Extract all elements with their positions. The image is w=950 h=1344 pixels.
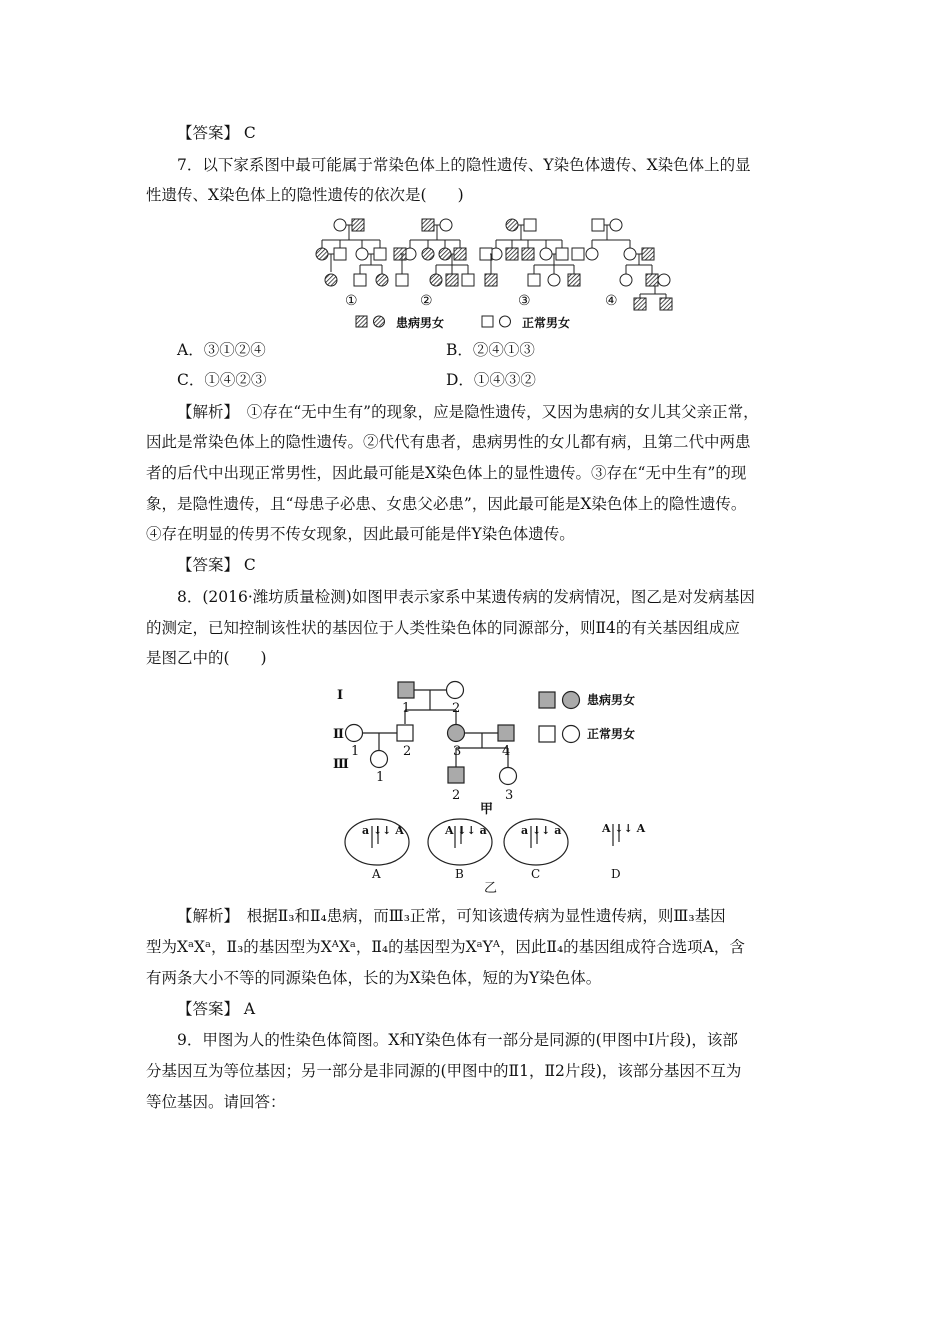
q8-caption-jia: 甲: [480, 802, 494, 817]
q9-stem-line-3: 等位基因。请回答：: [146, 1093, 286, 1111]
q8-num-iii3: 3: [505, 788, 514, 803]
q8-stem-line-3: 是图乙中的( ): [146, 649, 267, 667]
q8-cell-b-label: B: [455, 867, 464, 881]
q6-answer: 【答案】 C: [177, 124, 256, 142]
q8-num-i2: 2: [452, 701, 461, 716]
q8-cell-b-genes: A ↓↓ a: [445, 824, 487, 837]
q7-option-d: D．①④③②: [446, 371, 536, 389]
q7-stem-line-1: 7．以下家系图中最可能属于常染色体上的隐性遗传、Y染色体遗传、X染色体上的显: [177, 156, 751, 174]
q8-cell-c-genes: a ↓↓ a: [521, 824, 562, 837]
q8-legend-affected: 患病男女: [587, 693, 636, 707]
q8-num-ii2: 2: [403, 744, 412, 759]
q8-analysis-line-3: 有两条大小不等的同源染色体，长的为X染色体，短的为Y染色体。: [146, 969, 602, 987]
q7-option-c: C．①④②③: [177, 371, 267, 389]
q8-analysis-line-2: 型为XᵃXᵃ，Ⅱ₃的基因型为XᴬXᵃ，Ⅱ₄的基因型为XᵃYᴬ，因此Ⅱ₄的基因组成符合选项A，含: [146, 938, 745, 956]
q7-pedigree-figure: [300, 210, 680, 335]
q8-gen-label-ii: Ⅱ: [333, 727, 344, 742]
q8-cell-c-label: C: [531, 867, 541, 881]
q7-analysis-line-1: 【解析】 ①存在“无中生有”的现象，应是隐性遗传，又因为患病的女儿其父亲正常，: [177, 403, 759, 421]
q7-pedigree-label-3: ③: [518, 293, 531, 309]
q8-cell-d-genes: A ↓↓ A: [602, 822, 646, 835]
q8-num-ii4: 4: [502, 744, 511, 759]
q7-analysis-line-3: 者的后代中出现正常男性，因此最可能是X染色体上的显性遗传。③存在“无中生有”的现: [146, 464, 747, 482]
q8-num-iii1: 1: [376, 770, 385, 785]
q8-legend-normal: 正常男女: [587, 727, 636, 741]
q8-gen-label-iii: Ⅲ: [333, 757, 349, 772]
q8-stem-line-2: 的测定，已知控制该性状的基因位于人类性染色体的同源部分，则Ⅱ4的有关基因组成应: [146, 619, 740, 637]
q7-analysis-line-4: 象，是隐性遗传，且“母患子必患、女患父必患”，因此最可能是X染色体上的隐性遗传。: [146, 495, 747, 513]
q7-legend-affected: 患病男女: [396, 316, 445, 330]
q8-cell-d-label: D: [611, 867, 621, 881]
q8-caption-yi: 乙: [484, 881, 498, 894]
q8-pedigree-figure-jia: [325, 672, 655, 817]
q7-answer: 【答案】 C: [177, 556, 256, 574]
q8-stem-line-1: 8．(2016·潍坊质量检测)如图甲表示家系中某遗传病的发病情况，图乙是对发病基因: [177, 588, 755, 606]
q7-analysis-line-2: 因此是常染色体上的隐性遗传。②代代有患者，患病男性的女儿都有病，且第二代中两患: [146, 433, 751, 451]
q7-legend-normal: 正常男女: [522, 316, 571, 330]
q7-stem-line-2: 性遗传、X染色体上的隐性遗传的依次是( ): [146, 186, 464, 204]
q9-stem-line-1: 9．甲图为人的性染色体简图。X和Y染色体有一部分是同源的(甲图中Ⅰ片段)，该部: [177, 1031, 738, 1049]
q8-answer: 【答案】 A: [177, 1000, 256, 1018]
q8-cell-a-genes: a ↓↓ A: [362, 824, 404, 837]
q7-pedigree-label-1: ①: [345, 293, 358, 309]
q8-num-iii2: 2: [452, 788, 461, 803]
q8-cell-a-label: A: [372, 867, 381, 881]
q9-stem-line-2: 分基因互为等位基因；另一部分是非同源的(甲图中的Ⅱ1，Ⅱ2片段)，该部分基因不互为: [146, 1062, 742, 1080]
q7-analysis-line-5: ④存在明显的传男不传女现象，因此最可能是伴Y染色体遗传。: [146, 525, 575, 543]
q7-pedigree-label-2: ②: [420, 293, 433, 309]
q8-num-i1: 1: [402, 701, 411, 716]
q8-num-ii3: 3: [453, 744, 462, 759]
q8-num-ii1: 1: [351, 744, 360, 759]
q7-option-b: B．②④①③: [446, 341, 535, 359]
q7-pedigree-label-4: ④: [605, 293, 618, 309]
q8-chromosome-figure-yi: [340, 812, 650, 894]
q8-analysis-line-1: 【解析】 根据Ⅱ₃和Ⅱ₄患病，而Ⅲ₃正常，可知该遗传病为显性遗传病，则Ⅲ₃基因: [177, 907, 726, 925]
q8-gen-label-i: Ⅰ: [337, 688, 344, 703]
q7-option-a: A．③①②④: [177, 341, 266, 359]
